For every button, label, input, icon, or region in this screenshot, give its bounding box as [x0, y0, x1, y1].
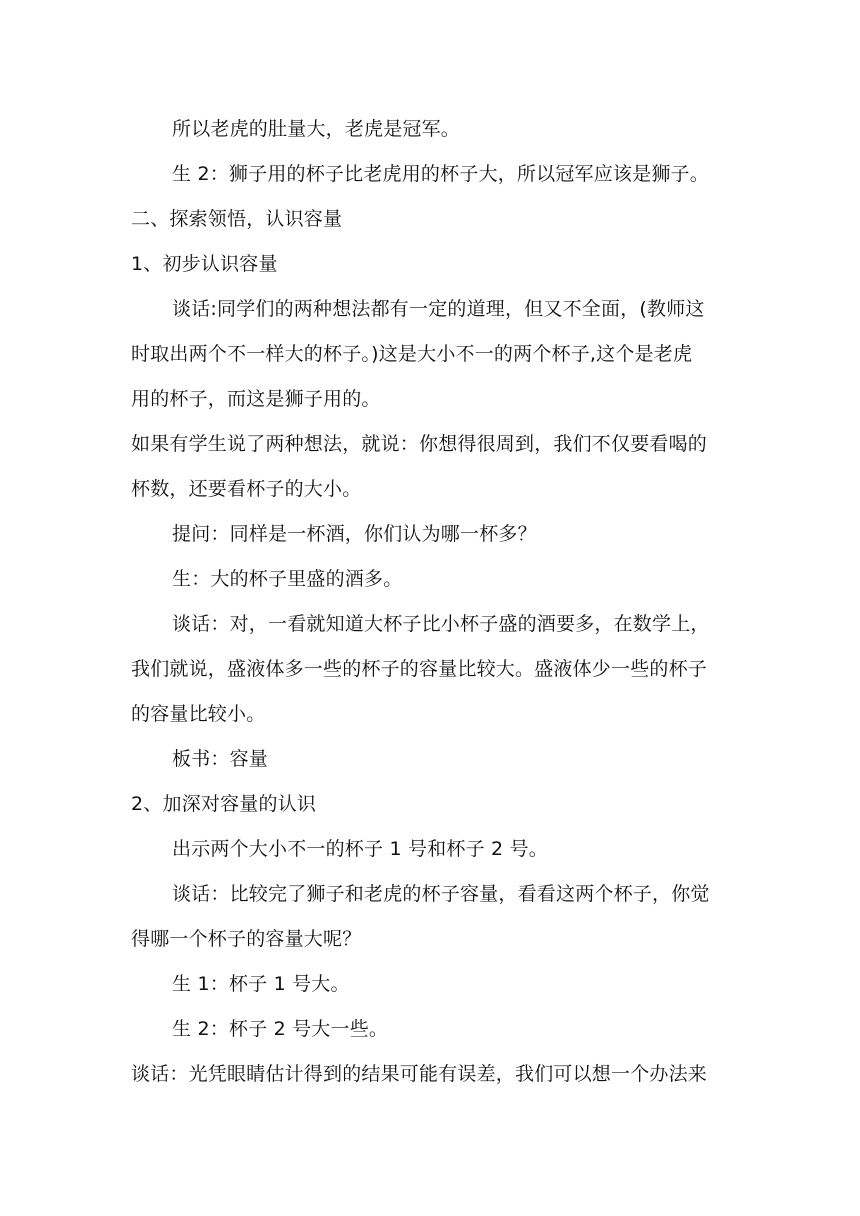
text-line: 生 2：杯子 2 号大一些。: [172, 1018, 389, 1040]
text-line: 出示两个大小不一的杯子 1 号和杯子 2 号。: [172, 838, 548, 860]
text-line: 得哪一个杯子的容量大呢？: [131, 928, 362, 950]
text-line: 生 1：杯子 1 号大。: [172, 973, 350, 995]
text-line: 所以老虎的肚量大，老虎是冠军。: [172, 118, 461, 140]
subsection-heading: 2、加深对容量的认识: [131, 793, 317, 815]
text-line: 如果有学生说了两种想法，就说：你想得很周到，我们不仅要看喝的: [131, 433, 708, 455]
text-line: 谈话：比较完了狮子和老虎的杯子容量，看看这两个杯子，你觉: [172, 883, 710, 905]
text-line: 谈话：光凭眼睛估计得到的结果可能有误差，我们可以想一个办法来: [131, 1063, 708, 1085]
text-line: 用的杯子，而这是狮子用的。: [131, 388, 381, 410]
section-heading: 二、探索领悟，认识容量: [131, 208, 343, 230]
text-line: 谈话：对，一看就知道大杯子比小杯子盛的酒要多，在数学上，: [172, 613, 710, 635]
text-line: 生：大的杯子里盛的酒多。: [172, 568, 403, 590]
text-line: 提问：同样是一杯酒，你们认为哪一杯多？: [172, 523, 537, 545]
text-line: 时取出两个不一样大的杯子。)这是大小不一的两个杯子,这个是老虎: [131, 343, 693, 365]
subsection-heading: 1、初步认识容量: [131, 253, 278, 275]
text-line: 杯数，还要看杯子的大小。: [131, 478, 362, 500]
text-line: 生 2：狮子用的杯子比老虎用的杯子大，所以冠军应该是狮子。: [172, 163, 709, 185]
text-line: 的容量比较小。: [131, 703, 266, 725]
text-line: 谈话:同学们的两种想法都有一定的道理，但又不全面，(教师这: [172, 298, 705, 320]
text-line: 板书：容量: [172, 748, 269, 770]
text-line: 我们就说，盛液体多一些的杯子的容量比较大。盛液体少一些的杯子: [131, 658, 708, 680]
